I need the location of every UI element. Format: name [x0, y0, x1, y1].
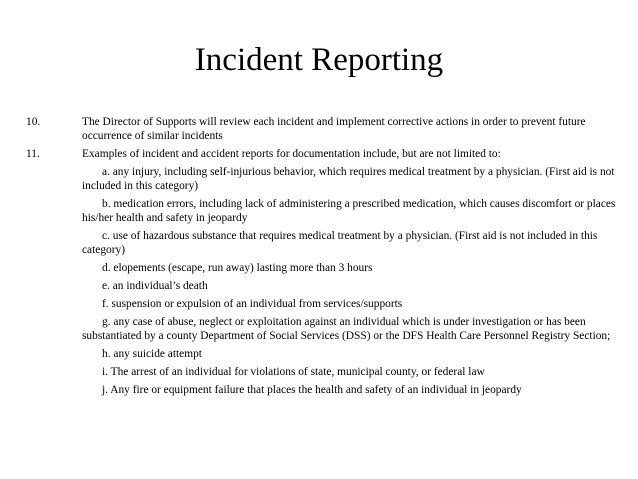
subitem-text: e. an individual’s death: [102, 280, 208, 292]
subitem-e: [82, 279, 620, 293]
subitem-text: b. medication errors, including lack of administering a prescribed medication, which causes discomfort or places his/her health and safety in jeopardy: [82, 198, 616, 224]
item-number: 10.: [26, 116, 41, 128]
subitem-d: [82, 261, 620, 275]
subitem-text: j. Any fire or equipment failure that places the health and safety of an individual in jeopardy: [102, 384, 522, 396]
item-text: The Director of Supports will review each incident and implement corrective actions in order to prevent future occurrence of similar incidents: [82, 116, 586, 142]
subitem-j: [82, 383, 620, 397]
subitem-h: [82, 347, 620, 361]
subitem-text: i. The arrest of an individual for violations of state, municipal county, or federal law: [102, 366, 485, 378]
slide-body: [20, 115, 620, 401]
item-text: Examples of incident and accident reports for documentation include, but are not limited to:: [82, 148, 501, 160]
subitem-text: g. any case of abuse, neglect or exploitation against an individual which is under investigation or has been substantiated by a county Department of Social Services (DSS) or the DFS Health Care Personnel Registry Section;: [82, 316, 611, 342]
list-item-10: [20, 115, 620, 143]
subitem-text: d. elopements (escape, run away) lasting more than 3 hours: [102, 262, 373, 274]
subitem-f: [82, 297, 620, 311]
subitem-i: [82, 365, 620, 379]
subitem-text: a. any injury, including self-injurious behavior, which requires medical treatment by a physician. (First aid is not included in this category): [82, 166, 615, 192]
subitem-b: [82, 197, 620, 225]
subitem-text: h. any suicide attempt: [102, 348, 202, 360]
subitem-a: [82, 165, 620, 193]
slide-title: Incident Reporting: [194, 42, 444, 78]
subitem-text: c. use of hazardous substance that requires medical treatment by a physician. (First aid is not included in this category): [82, 230, 598, 256]
item-number: 11.: [26, 148, 40, 160]
subitem-c: [82, 229, 620, 257]
subitem-text: f. suspension or expulsion of an individual from services/supports: [102, 298, 403, 310]
subitem-g: [82, 315, 620, 343]
list-item-11: [20, 147, 620, 161]
